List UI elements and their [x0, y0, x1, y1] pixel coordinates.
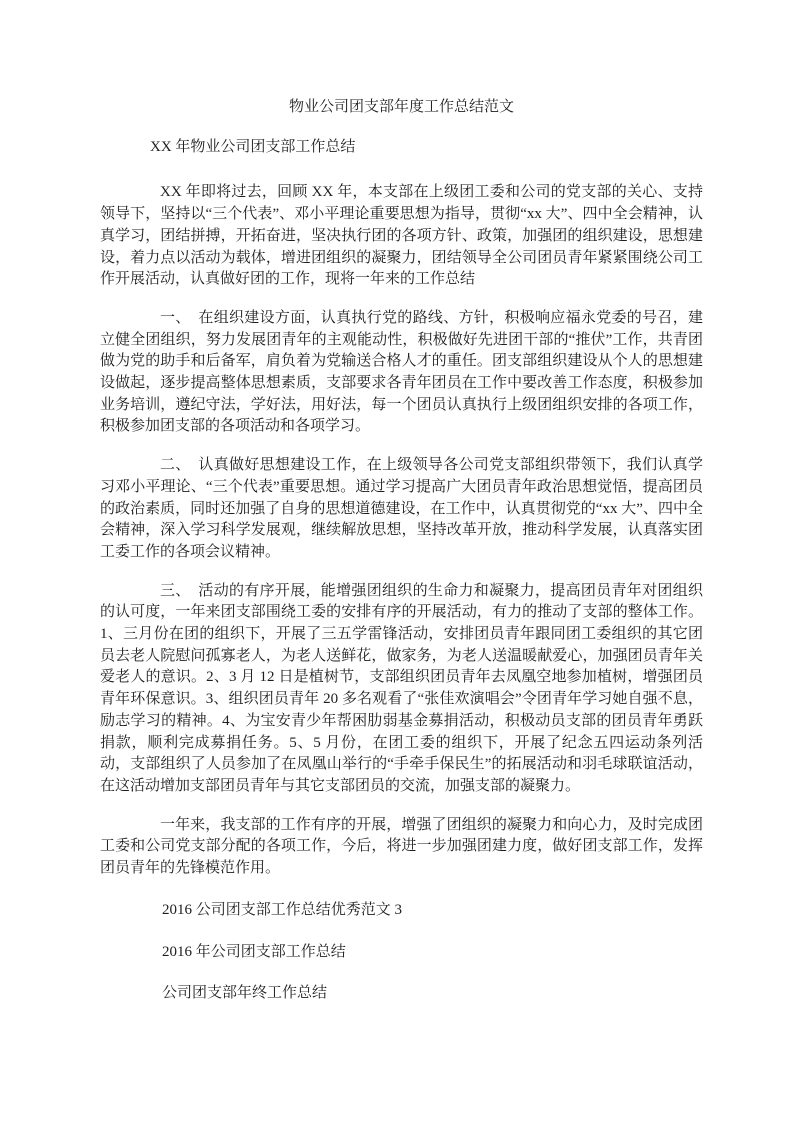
paragraph-intro: XX 年即将过去，回顾 XX 年，本支部在上级团工委和公司的党支部的关心、支持领导下，坚持以“三个代表”、邓小平理论重要思想为指导，贯彻“xx 大”、四中全会精神，认真学习，团结拼搏，开拓奋进，坚决执行团的各项方针、政策，加强团的组织建设，思想建设，着力点以活动为载体，增进团组织的凝聚力，团结领导全公司团员青年紧紧围绕公司工作开展活动，认真做好团的工作，现将一年来的工作总结 — [100, 184, 703, 288]
document-title: 物业公司团支部年度工作总结范文 — [288, 99, 514, 115]
paragraph-section-1: 一、 在组织建设方面，认真执行党的路线、方针，积极响应福永党委的号召，建立健全团组织，努力发展团青年的主观能动性，积极做好先进团干部的“推伏”工作，共青团做为党的助手和后备军，肩负着为党输送合格人才的重任。团支部组织建设从个人的思想建设做起，逐步提高整体思想素质，支部要求各青年团员在工作中要改善工作态度，积极参加业务培训，遵纪守法，学好法，用好法，每一个团员认真执行上级团组织安排的各项工作，积极参加团支部的各项活动和各项学习。 — [100, 309, 703, 435]
document-subtitle: XX 年物业公司团支部工作总结 — [150, 138, 356, 155]
paragraph-section-2: 二、 认真做好思想建设工作，在上级领导各公司党支部组织带领下，我们认真学习邓小平理论、“三个代表”重要思想。通过学习提高广大团员青年政治思想觉悟，提高团员的政治素质，同时还加强了自身的思想道德建设，在工作中，认真贯彻党的“xx 大”、四中全会精神，深入学习科学发展观，继续解放思想，坚持改革开放，推动科学发展，认真落实团工委工作的各项会议精神。 — [100, 457, 703, 560]
related-title-1: 2016 公司团支部工作总结优秀范文 3 — [162, 901, 403, 918]
paragraph-section-3: 三、 活动的有序开展，能增强团组织的生命力和凝聚力，提高团员青年对团组织的认可度，一年来团支部围绕工委的安排有序的开展活动，有力的推动了支部的整体工作。1、三月份在团的组织下，开展了三五学雷锋活动，安排团员青年跟同团工委组织的其它团员去老人院慰问孤寡老人，为老人送鲜花，做家务，为老人送温暖献爱心，加强团员青年关爱老人的意识。2、3 月 12 日是植树节，支部组织团员青年去凤凰空地参加植树，增强团员青年环保意识。3、组织团员青年 20 多名观看了“张佳欢演唱会”令团青年学习她自强不息，励志学习的精神。4、为宝安青少年帮困肋弱基金募捐活动，积极动员支部的团员青年勇跃捐款，顺利完成募捐任务。5、5 月份，在团工委的组织下，开展了纪念五四运动条列活动，支部组织了人员参加了在凤凰山举行的“手牵手保民生”的拓展活动和羽毛球联谊活动，在这活动增加支部团员青年与其它支部团员的交流，加强支部的凝聚力。 — [100, 582, 703, 794]
related-title-3: 公司团支部年终工作总结 — [162, 985, 328, 1002]
paragraph-conclusion: 一年来，我支部的工作有序的开展，增强了团组织的凝聚力和向心力，及时完成团工委和公司党支部分配的各项工作，今后，将进一步加强团建力度，做好团支部工作，发挥团员青年的先锋模范作用。 — [100, 816, 703, 877]
related-title-2: 2016 年公司团支部工作总结 — [162, 943, 346, 960]
